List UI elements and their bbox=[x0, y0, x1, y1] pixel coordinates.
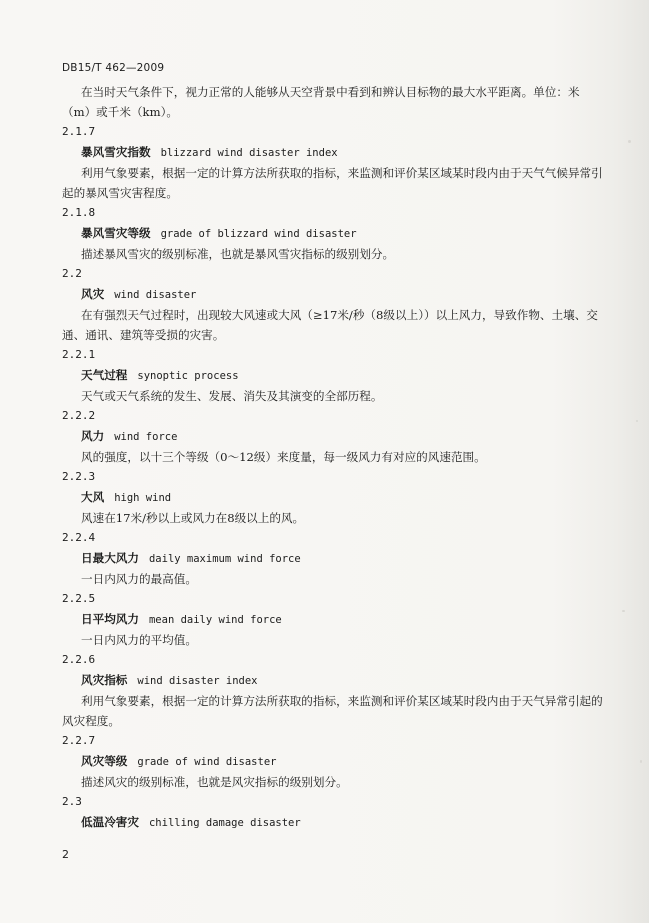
scan-speck bbox=[640, 760, 642, 763]
section-2-2-1 bbox=[62, 345, 607, 406]
section-number: 2.2.6 bbox=[62, 653, 96, 666]
section-2-2-5 bbox=[62, 589, 607, 650]
definition: 在有强烈天气过程时，出现较大风速或大风（≥17米/秒（8级以上））以上风力，导致作物、土壤、交通、通讯、建筑等受损的灾害。 bbox=[62, 308, 598, 342]
definition: 一日内风力的平均值。 bbox=[81, 633, 197, 647]
page-number: 2 bbox=[62, 848, 69, 861]
term-chinese: 大风 bbox=[81, 490, 105, 504]
definition: 天气或天气系统的发生、发展、消失及其演变的全部历程。 bbox=[81, 389, 383, 403]
section-2-2 bbox=[62, 264, 607, 345]
scan-speck bbox=[636, 420, 638, 422]
section-2-2-2 bbox=[62, 406, 607, 467]
term-english: mean daily wind force bbox=[148, 614, 282, 626]
section-number: 2.2.2 bbox=[62, 409, 96, 422]
definition: 风的强度，以十三个等级（0～12级）来度量，每一级风力有对应的风速范围。 bbox=[81, 450, 486, 464]
section-number: 2.2.1 bbox=[62, 348, 96, 361]
section-2-2-3 bbox=[62, 467, 607, 528]
section-number: 2.2.5 bbox=[62, 592, 96, 605]
term-english: blizzard wind disaster index bbox=[160, 147, 338, 159]
scan-speck bbox=[622, 610, 625, 612]
term-english: high wind bbox=[114, 492, 172, 504]
term-line bbox=[62, 223, 607, 244]
section-2-3 bbox=[62, 792, 607, 833]
term-line bbox=[62, 812, 607, 833]
term-line bbox=[62, 142, 607, 163]
section-2-2-6 bbox=[62, 650, 607, 731]
term-chinese: 暴风雪灾指数 bbox=[81, 145, 151, 159]
term-line bbox=[62, 751, 607, 772]
section-2-1-7 bbox=[62, 122, 607, 203]
term-line bbox=[62, 365, 607, 386]
section-number: 2.1.7 bbox=[62, 125, 96, 138]
term-english: daily maximum wind force bbox=[148, 553, 301, 565]
term-english: grade of wind disaster bbox=[137, 756, 277, 768]
definition: 描述暴风雪灾的级别标准，也就是暴风雪灾指标的级别划分。 bbox=[81, 247, 395, 261]
term-line bbox=[62, 609, 607, 630]
intro-paragraph: 在当时天气条件下，视力正常的人能够从天空背景中看到和辨认目标物的最大水平距离。单位：米（m）或千米（km）。 bbox=[62, 85, 580, 119]
term-english: chilling damage disaster bbox=[148, 817, 301, 829]
section-number: 2.2.3 bbox=[62, 470, 96, 483]
scan-speck bbox=[628, 140, 631, 143]
term-english: grade of blizzard wind disaster bbox=[160, 228, 357, 240]
definition: 风速在17米/秒以上或风力在8级以上的风。 bbox=[81, 511, 305, 525]
term-line bbox=[62, 670, 607, 691]
term-line bbox=[62, 426, 607, 447]
term-english: synoptic process bbox=[137, 370, 239, 382]
section-2-2-4 bbox=[62, 528, 607, 589]
term-chinese: 风力 bbox=[81, 429, 105, 443]
term-chinese: 天气过程 bbox=[81, 368, 128, 382]
standard-code-header: DB15/T 462—2009 bbox=[62, 62, 165, 74]
term-chinese: 风灾 bbox=[81, 287, 105, 301]
term-chinese: 风灾等级 bbox=[81, 754, 128, 768]
definition: 描述风灾的级别标准，也就是风灾指标的级别划分。 bbox=[81, 775, 348, 789]
term-line bbox=[62, 284, 607, 305]
section-number: 2.2.4 bbox=[62, 531, 96, 544]
term-chinese: 风灾指标 bbox=[81, 673, 128, 687]
definition: 一日内风力的最高值。 bbox=[81, 572, 197, 586]
term-english: wind disaster index bbox=[137, 675, 258, 687]
section-2-1-8 bbox=[62, 203, 607, 264]
term-chinese: 暴风雪灾等级 bbox=[81, 226, 151, 240]
section-number: 2.2.7 bbox=[62, 734, 96, 747]
term-chinese: 日最大风力 bbox=[81, 551, 139, 565]
term-line bbox=[62, 487, 607, 508]
definition: 利用气象要素，根据一定的计算方法所获取的指标，来监测和评价某区域某时段内由于天气气候异常引起的暴风雪灾害程度。 bbox=[62, 166, 603, 200]
term-line bbox=[62, 548, 607, 569]
definition: 利用气象要素，根据一定的计算方法所获取的指标，来监测和评价某区域某时段内由于天气异常引起的风灾程度。 bbox=[62, 694, 603, 728]
term-english: wind force bbox=[114, 431, 178, 443]
document-body bbox=[62, 82, 607, 833]
section-number: 2.1.8 bbox=[62, 206, 96, 219]
term-english: wind disaster bbox=[114, 289, 197, 301]
term-chinese: 低温冷害灾 bbox=[81, 815, 139, 829]
section-number: 2.2 bbox=[62, 267, 82, 280]
section-2-2-7 bbox=[62, 731, 607, 792]
section-number: 2.3 bbox=[62, 795, 82, 808]
term-chinese: 日平均风力 bbox=[81, 612, 139, 626]
